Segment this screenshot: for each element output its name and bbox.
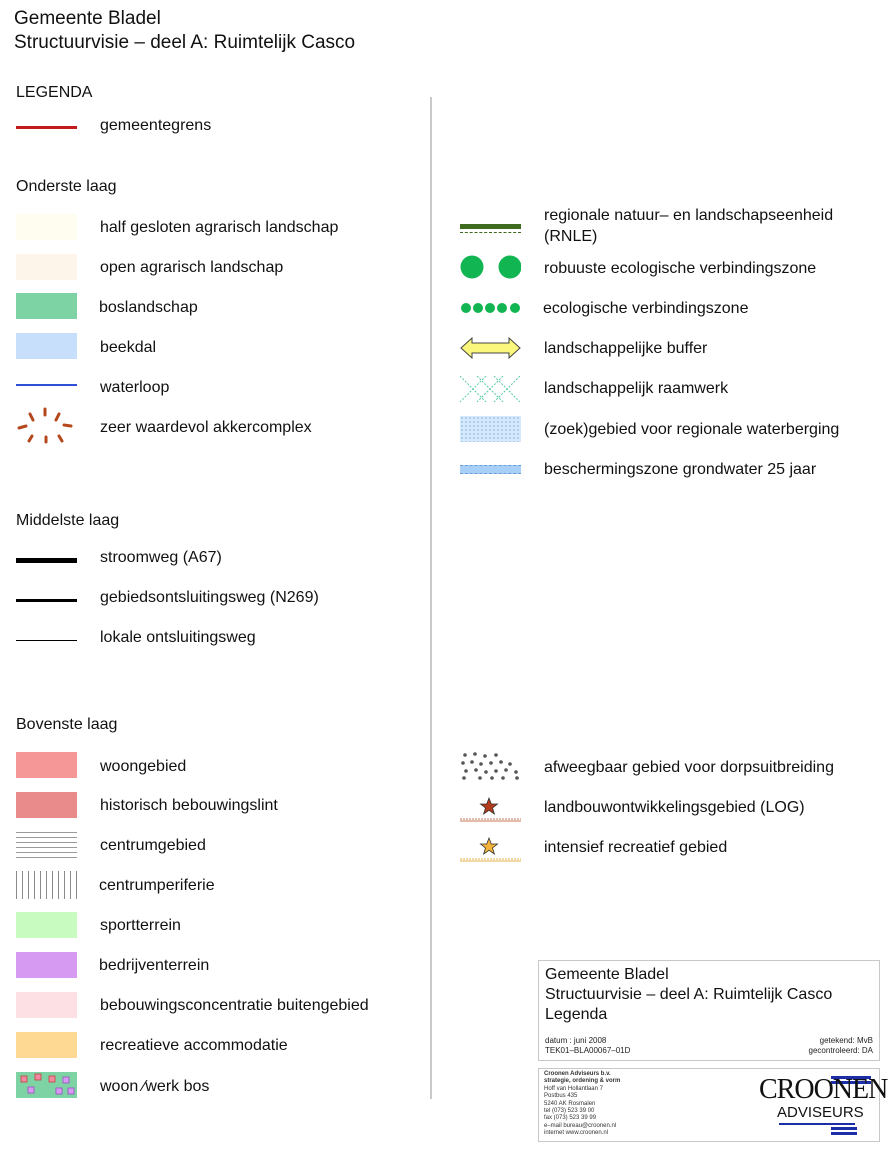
legend-heading: LEGENDA: [16, 84, 93, 101]
legend-label: bebouwingsconcentratie buitengebied: [100, 997, 369, 1014]
open-agrarisch-swatch: [16, 254, 77, 280]
legend-label: beschermingszone grondwater 25 jaar: [544, 461, 817, 478]
waterberging-swatch: [460, 416, 521, 442]
recreatief-star-symbol: [460, 834, 521, 864]
title-block-getekend: getekend: MvB: [819, 1036, 873, 1045]
legend-label: woon ⁄werk bos: [100, 1078, 210, 1095]
title-block-datum: datum : juni 2008: [545, 1036, 607, 1045]
legend-label: landschappelijke buffer: [544, 340, 708, 357]
centrumperiferie-swatch: [16, 871, 77, 899]
croonen-logo: [759, 1071, 888, 1137]
log-star-symbol: [460, 794, 521, 824]
raamwerk-hatch-symbol: [460, 376, 521, 402]
company-address1: Hoff van Hollantlaan 7: [544, 1085, 603, 1092]
logo-text-bottom: ADVISEURS: [777, 1104, 864, 1121]
legend-label: intensief recreatief gebied: [544, 839, 728, 856]
company-block: [538, 1068, 888, 1142]
legend-label: robuuste ecologische verbindingszone: [544, 260, 817, 277]
company-address2: Postbus 435: [544, 1093, 578, 1100]
waterloop-line-symbol: [16, 372, 77, 398]
company-tagline: strategie, ordening & vorm: [544, 1078, 621, 1085]
centrumgebied-swatch: [16, 832, 77, 858]
bovenste-heading: Bovenste laag: [16, 716, 118, 733]
ecologische-zone-symbol: [460, 295, 521, 321]
legend-label: recreatieve accommodatie: [100, 1037, 288, 1054]
lokale-weg-line-symbol: [16, 628, 77, 654]
woon-werk-bos-swatch: [16, 1072, 77, 1098]
legend-label: (zoek)gebied voor regionale waterberging: [544, 421, 840, 438]
company-tel: tel (073) 523 39 00: [544, 1108, 595, 1114]
legend-label: boslandschap: [99, 299, 198, 316]
company-email: e–mail bureau@croonen.nl: [544, 1122, 617, 1129]
legend-label: half gesloten agrarisch landschap: [100, 219, 339, 236]
grondwater-symbol: [460, 456, 521, 482]
historisch-lint-swatch: [16, 792, 77, 818]
company-address3: 5240 AK Rosmalen: [544, 1100, 596, 1107]
robuuste-zone-symbol: [460, 254, 521, 280]
title-block: [538, 960, 880, 1061]
boundary-line-symbol: [16, 114, 77, 140]
title-block-code: TEK01–BLA00067–01D: [545, 1046, 631, 1055]
legend-label: beekdal: [100, 339, 157, 356]
gebiedsontsluitingsweg-line-symbol: [16, 588, 77, 614]
akkercomplex-symbol: [16, 406, 77, 444]
onderste-heading: Onderste laag: [16, 178, 117, 195]
title-block-line1: Gemeente Bladel: [545, 966, 669, 983]
middelste-heading: Middelste laag: [16, 512, 120, 529]
rnle-symbol: [460, 215, 521, 241]
page-subtitle: Structuurvisie – deel A: Ruimtelijk Casco: [14, 32, 356, 53]
sportterrein-swatch: [16, 912, 77, 938]
legend-label: gebiedsontsluitingsweg (N269): [100, 589, 319, 606]
legend-label: centrumperiferie: [99, 877, 215, 894]
title-block-line3: Legenda: [545, 1006, 608, 1023]
legend-label: (RNLE): [544, 228, 598, 245]
stroomweg-line-symbol: [16, 548, 77, 574]
beekdal-swatch: [16, 333, 77, 359]
half-gesloten-swatch: [16, 214, 77, 240]
bebouwingsconcentratie-swatch: [16, 992, 77, 1018]
page-title: Gemeente Bladel: [14, 8, 161, 29]
legend-label: woongebied: [100, 758, 187, 775]
legend-label: open agrarisch landschap: [100, 259, 284, 276]
boundary-label: gemeentegrens: [100, 117, 212, 134]
woongebied-swatch: [16, 752, 77, 778]
legend-label: afweegbaar gebied voor dorpsuitbreiding: [544, 759, 834, 776]
legend-label: centrumgebied: [100, 837, 206, 854]
legend-label: zeer waardevol akkercomplex: [100, 419, 312, 436]
legend-label: ecologische verbindingszone: [543, 300, 749, 317]
company-name: Croonen Adviseurs b.v.: [544, 1071, 611, 1077]
logo-text-top: CROONEN: [759, 1074, 888, 1105]
title-block-gecontroleerd: gecontroleerd: DA: [808, 1046, 873, 1055]
legend-label: lokale ontsluitingsweg: [100, 629, 256, 646]
dorpsuitbreiding-dots-symbol: [460, 752, 521, 780]
legend-label: historisch bebouwingslint: [100, 797, 278, 814]
legend-label: waterloop: [100, 379, 170, 396]
title-block-line2: Structuurvisie – deel A: Ruimtelijk Casco: [545, 986, 833, 1003]
column-divider: [430, 97, 432, 1099]
legend-label: regionale natuur– en landschapseenheid: [544, 207, 834, 224]
buffer-arrow-symbol: [460, 335, 521, 361]
bedrijventerrein-swatch: [16, 952, 77, 978]
legend-label: landbouwontwikkelingsgebied (LOG): [544, 799, 805, 816]
legend-label: stroomweg (A67): [100, 549, 222, 566]
boslandschap-swatch: [16, 293, 77, 319]
legend-label: sportterrein: [100, 917, 181, 934]
recreatieve-accommodatie-swatch: [16, 1032, 77, 1058]
legend-label: bedrijventerrein: [99, 957, 210, 974]
company-fax: fax (073) 523 39 99: [544, 1115, 597, 1122]
company-web: internet www.croonen.nl: [544, 1130, 609, 1137]
legend-label: landschappelijk raamwerk: [544, 380, 729, 397]
